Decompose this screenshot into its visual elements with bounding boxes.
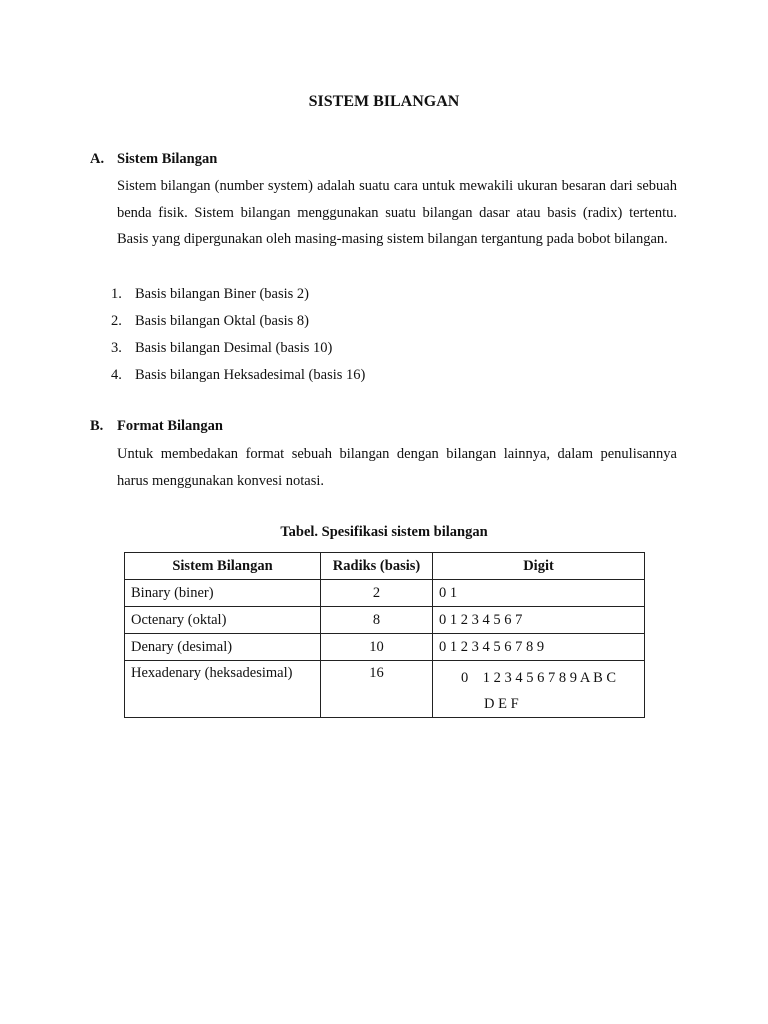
section-a-heading [90, 151, 217, 168]
column-header: Sistem Bilangan [125, 553, 321, 580]
column-header: Radiks (basis) [321, 553, 433, 580]
system-cell: Octenary (oktal) [125, 607, 321, 634]
section-b-title: Format Bilangan [117, 418, 223, 434]
column-header: Digit [433, 553, 645, 580]
digit-cell: 0 1 2 3 4 5 6 7 [433, 607, 645, 634]
radix-cell: 2 [321, 580, 433, 607]
radix-cell: 16 [321, 661, 433, 718]
table-row [125, 580, 645, 607]
section-b-letter: B. [90, 418, 104, 434]
section-b-paragraph: Untuk membedakan format sebuah bilangan dengan bilangan lainnya, dalam penulisannya harus menggunakan konvesi notasi. [117, 446, 677, 489]
list-item: 2. Basis bilangan Oktal (basis 8) [111, 313, 309, 329]
digit-line-1: 0 1 2 3 4 5 6 7 8 9 A B C [461, 670, 617, 686]
list-item: 1. Basis bilangan Biner (basis 2) [111, 286, 309, 302]
system-cell: Denary (desimal) [125, 634, 321, 661]
digit-cell: 0 1 2 3 4 5 6 7 8 9 [433, 634, 645, 661]
digit-line-2: D E F [484, 696, 519, 712]
digit-cell [433, 661, 645, 718]
list-item: 4. Basis bilangan Heksadesimal (basis 16) [111, 367, 366, 383]
section-a-letter: A. [90, 151, 105, 167]
section-a-title: Sistem Bilangan [117, 151, 218, 167]
radix-cell: 10 [321, 634, 433, 661]
system-cell: Binary (biner) [125, 580, 321, 607]
page-title: SISTEM BILANGAN [308, 93, 460, 110]
radix-cell: 8 [321, 607, 433, 634]
basis-list [111, 281, 365, 389]
digit-cell: 0 1 [433, 580, 645, 607]
table-header-row [125, 553, 645, 580]
system-cell: Hexadenary (heksadesimal) [125, 661, 321, 718]
table-row [125, 661, 645, 718]
spec-table [124, 552, 645, 718]
table-row [125, 634, 645, 661]
table-caption: Tabel. Spesifikasi sistem bilangan [280, 524, 488, 540]
section-b-heading [90, 418, 223, 435]
table-row [125, 607, 645, 634]
list-item: 3. Basis bilangan Desimal (basis 10) [111, 340, 333, 356]
section-a-paragraph: Sistem bilangan (number system) adalah suatu cara untuk mewakili ukuran besaran dari sebuah benda fisik. Sistem bilangan menggunakan suatu bilangan dasar atau basis (radix) tertentu. Basis yang dipergunakan oleh masing-masing sistem bilangan tergantung pada bobot bilangan. [117, 178, 677, 248]
